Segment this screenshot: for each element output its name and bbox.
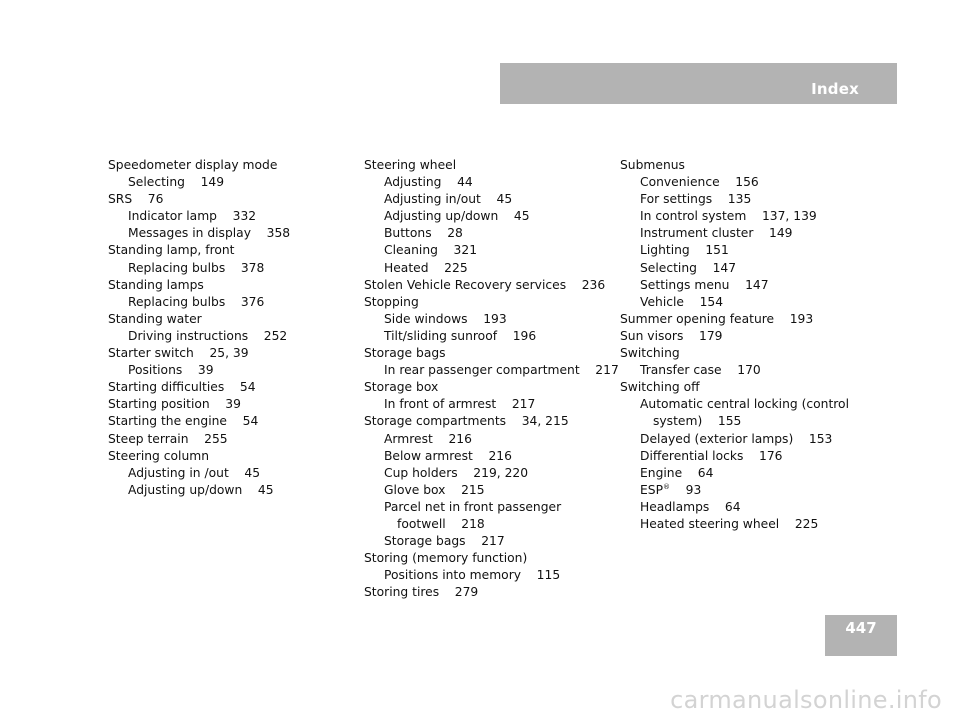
index-entry: SRS 76 bbox=[108, 192, 164, 207]
index-entry: Submenus bbox=[620, 158, 685, 172]
index-subentry: Armrest 216 bbox=[384, 431, 472, 446]
index-subentry: Replacing bulbs 376 bbox=[128, 294, 265, 309]
index-subentry: Instrument cluster 149 bbox=[640, 226, 793, 241]
index-subentry: Cleaning 321 bbox=[384, 243, 478, 258]
index-entry: Standing water bbox=[108, 311, 202, 326]
index-subentry: Below armrest 216 bbox=[384, 448, 512, 463]
index-subentry: For settings 135 bbox=[640, 192, 752, 207]
index-column-1 bbox=[108, 157, 348, 499]
index-subentry: Indicator lamp 332 bbox=[128, 209, 257, 224]
index-subentry: Differential locks 176 bbox=[640, 448, 783, 463]
index-entry: Storage bags bbox=[364, 346, 446, 361]
index-subentry: Positions into memory 115 bbox=[384, 568, 561, 583]
index-subentry: Side windows 193 bbox=[384, 311, 507, 326]
page-title: Index bbox=[811, 80, 859, 98]
index-entry: Stolen Vehicle Recovery services 236 bbox=[364, 277, 606, 292]
index-subentry: Adjusting up/down 45 bbox=[384, 209, 530, 224]
index-subentry: Selecting 147 bbox=[640, 260, 737, 275]
index-subentry: Adjusting up/down 45 bbox=[128, 482, 274, 497]
index-subentry: Headlamps 64 bbox=[640, 499, 741, 514]
index-subentry: Positions 39 bbox=[128, 363, 214, 378]
index-continuation: system) 155 bbox=[653, 414, 742, 429]
index-entry: Starting the engine 54 bbox=[108, 414, 259, 429]
index-subentry: Engine 64 bbox=[640, 465, 714, 480]
index-subentry: Glove box 215 bbox=[384, 482, 485, 497]
index-subentry: Driving instructions 252 bbox=[128, 328, 288, 343]
header-bar bbox=[500, 63, 897, 104]
index-entry: Speedometer display mode bbox=[108, 158, 278, 172]
index-subentry: Vehicle 154 bbox=[640, 294, 724, 309]
index-entry: Starting difficulties 54 bbox=[108, 380, 256, 395]
page-number: 447 bbox=[845, 619, 877, 637]
index-column-2 bbox=[364, 157, 619, 601]
index-entry: Stopping bbox=[364, 294, 419, 309]
index-entry: Starter switch 25, 39 bbox=[108, 346, 249, 361]
index-subentry: Delayed (exterior lamps) 153 bbox=[640, 431, 833, 446]
index-entry: Storage compartments 34, 215 bbox=[364, 414, 569, 429]
index-subentry: Adjusting in/out 45 bbox=[384, 192, 513, 207]
index-entry: Storing (memory function) bbox=[364, 551, 528, 566]
index-column-3 bbox=[620, 157, 880, 533]
index-subentry: In rear passenger compartment 217 bbox=[384, 363, 619, 378]
index-subentry: Settings menu 147 bbox=[640, 277, 769, 292]
watermark: carmanualsonline.info bbox=[670, 686, 942, 714]
index-entry: Storing tires 279 bbox=[364, 585, 479, 600]
index-subentry: Tilt/sliding sunroof 196 bbox=[384, 328, 537, 343]
index-subentry: Lighting 151 bbox=[640, 243, 729, 258]
index-subentry: Storage bags 217 bbox=[384, 534, 505, 549]
index-subentry: Heated steering wheel 225 bbox=[640, 516, 819, 531]
index-subentry: Cup holders 219, 220 bbox=[384, 465, 529, 480]
index-entry: Standing lamps bbox=[108, 277, 204, 292]
index-subentry: Selecting 149 bbox=[128, 175, 225, 190]
index-subentry: Transfer case 170 bbox=[640, 363, 761, 378]
index-subentry: Buttons 28 bbox=[384, 226, 463, 241]
index-entry: Steering column bbox=[108, 448, 210, 463]
index-subentry: Adjusting 44 bbox=[384, 175, 473, 190]
index-entry: Steering wheel bbox=[364, 158, 457, 172]
index-subentry: In control system 137, 139 bbox=[640, 209, 817, 224]
index-entry: Steep terrain 255 bbox=[108, 431, 228, 446]
index-entry: Storage box bbox=[364, 380, 439, 395]
index-subentry: Replacing bulbs 378 bbox=[128, 260, 265, 275]
index-subentry: Heated 225 bbox=[384, 260, 468, 275]
index-subentry: Convenience 156 bbox=[640, 175, 759, 190]
index-subentry: In front of armrest 217 bbox=[384, 397, 536, 412]
index-entry: Switching bbox=[620, 346, 680, 361]
index-continuation: footwell 218 bbox=[397, 516, 485, 531]
index-subentry: Messages in display 358 bbox=[128, 226, 291, 241]
index-subentry: Adjusting in /out 45 bbox=[128, 465, 261, 480]
index-subentry: Automatic central locking (control bbox=[640, 397, 849, 412]
page-number-box bbox=[825, 615, 897, 656]
index-entry: Summer opening feature 193 bbox=[620, 311, 814, 326]
index-entry: Sun visors 179 bbox=[620, 328, 723, 343]
index-subentry: ESP® 93 bbox=[640, 482, 702, 497]
index-entry: Starting position 39 bbox=[108, 397, 241, 412]
index-entry: Standing lamp, front bbox=[108, 243, 235, 258]
index-subentry: Parcel net in front passenger bbox=[384, 499, 562, 514]
index-entry: Switching off bbox=[620, 380, 700, 395]
